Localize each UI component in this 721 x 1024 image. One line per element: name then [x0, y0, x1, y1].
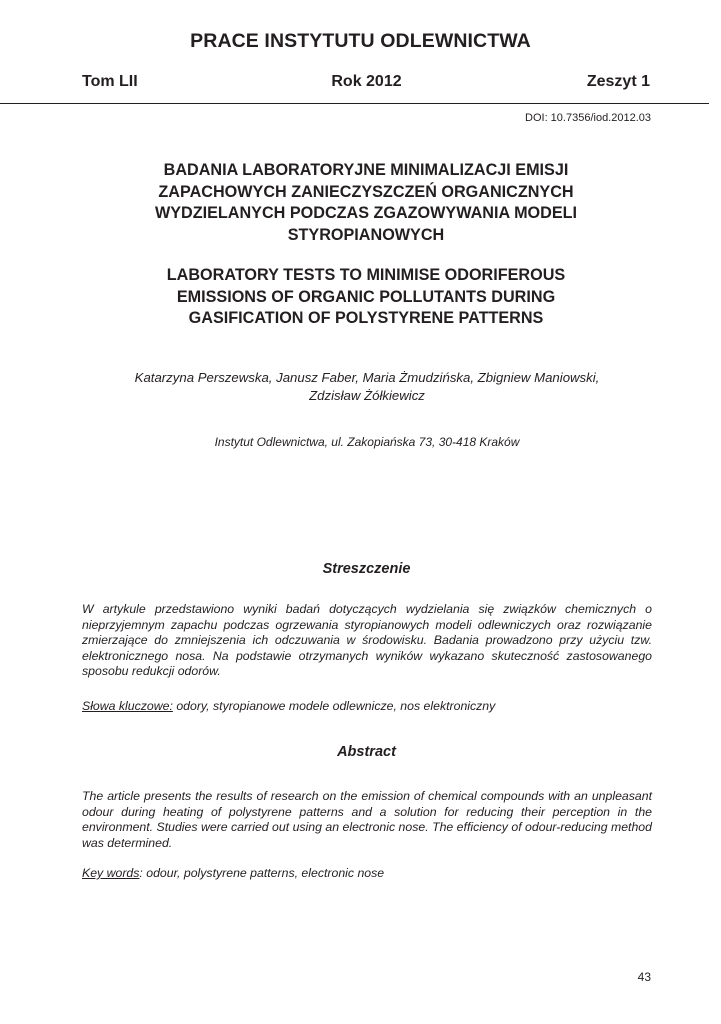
keywords-values: : odour, polystyrene patterns, electronic nose	[139, 866, 385, 880]
title-line: WYDZIELANYCH PODCZAS ZGAZOWYWANIA MODELI	[154, 204, 578, 222]
issue-label: Zeszyt 1	[586, 73, 650, 90]
authors-line: Zdzisław Żółkiewicz	[309, 387, 425, 403]
authors-line: Katarzyna Perszewska, Janusz Faber, Maria Żmudzińska, Zbigniew Maniowski,	[134, 370, 600, 385]
abstract-heading: Abstract	[337, 744, 396, 760]
keywords-values: odory, styropianowe modele odlewnicze, nos elektroniczny	[172, 699, 496, 713]
header-rule	[0, 103, 709, 104]
affiliation: Instytut Odlewnictwa, ul. Zakopiańska 73, 30-418 Kraków	[214, 435, 520, 449]
title-polish	[100, 160, 632, 246]
streszczenie-heading: Streszczenie	[322, 561, 411, 577]
title-line: EMISSIONS OF ORGANIC POLLUTANTS DURING	[176, 287, 556, 306]
year-label: Rok 2012	[331, 73, 402, 90]
keywords-label: Key words	[82, 866, 140, 880]
title-line: BADANIA LABORATORYJNE MINIMALIZACJI EMISJI	[163, 161, 569, 179]
streszczenie-text: W artykule przedstawiono wyniki badań dotyczących wydzielania się związków chemicznych o nieprzyjemnym zapachu podczas ogrzewania styropianowych modeli odlewniczych oraz rozwiązanie zmierzające do zmniejszenia ich odczuwania w środowisku. Badania prowadzono przy użyciu tzw. elektronicznego nosa. Na podstawie otrzymanych wyników wykazano skuteczność zastosowanego sposobu redukcji odorów.	[82, 602, 652, 679]
title-line: GASIFICATION OF POLYSTYRENE PATTERNS	[188, 309, 544, 327]
authors	[70, 369, 664, 404]
keywords-english	[82, 866, 652, 882]
abstract-text: The article presents the results of research on the emission of chemical compounds with an unpleasant odour during heating of polystyrene patterns and a solution for reducing their perception in the environment. Studies were carried out using an electronic nose. The efficiency of odour-reducing method was determined.	[82, 789, 652, 850]
title-line: STYROPIANOWYCH	[287, 225, 445, 244]
title-english	[100, 265, 632, 330]
keywords-label: Słowa kluczowe:	[82, 699, 173, 713]
doi: DOI: 10.7356/iod.2012.03	[525, 112, 651, 124]
journal-title: PRACE INSTYTUTU ODLEWNICTWA	[190, 30, 531, 52]
title-line: LABORATORY TESTS TO MINIMISE ODORIFEROUS	[166, 266, 566, 284]
volume-label: Tom LII	[82, 73, 138, 90]
keywords-polish	[82, 699, 652, 715]
title-line: ZAPACHOWYCH ZANIECZYSZCZEŃ ORGANICZNYCH	[158, 182, 574, 201]
page-number: 43	[637, 970, 651, 984]
